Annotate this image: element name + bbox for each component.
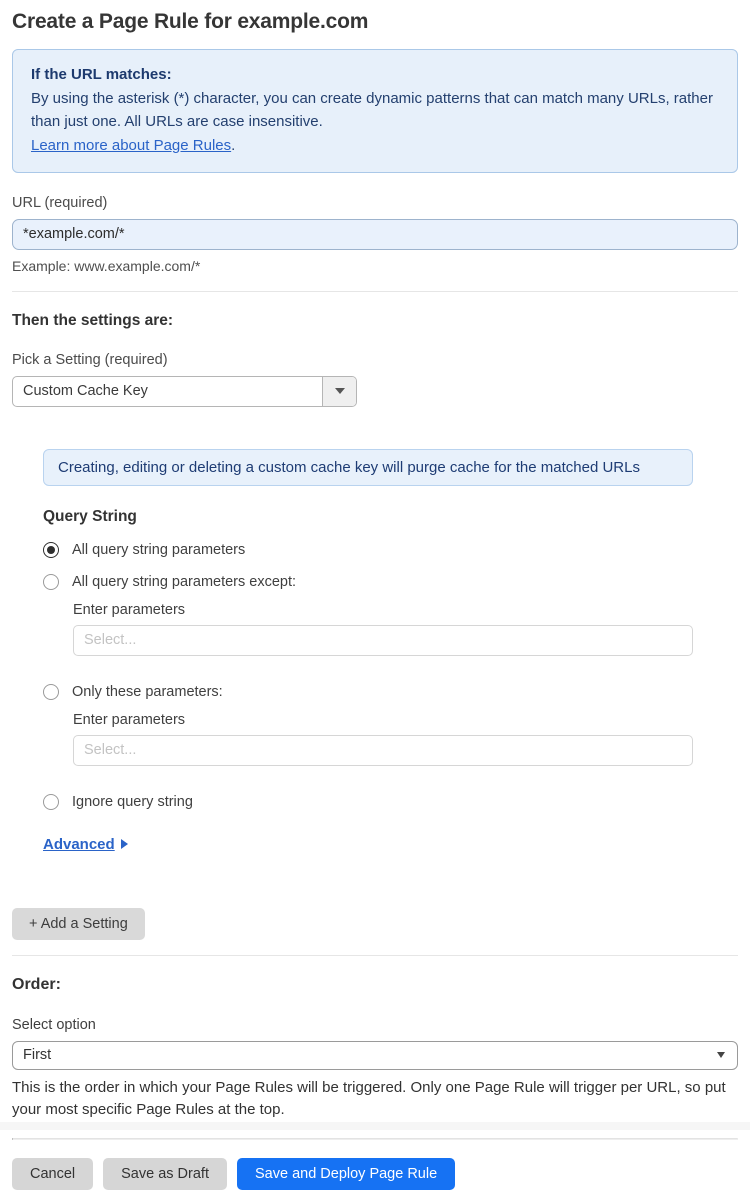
enter-parameters-label: Enter parameters: [73, 711, 186, 728]
arrow-right-icon: [121, 839, 128, 849]
save-and-deploy-button[interactable]: Save and Deploy Page Rule: [237, 1158, 455, 1190]
learn-more-link[interactable]: Learn more about Page Rules: [31, 137, 232, 155]
radio-selected-icon[interactable]: [43, 542, 59, 558]
advanced-link[interactable]: [43, 836, 128, 853]
enter-parameters-label: Enter parameters: [73, 601, 186, 618]
url-field-example: Example: www.example.com/*: [12, 257, 201, 274]
radio-label: All query string parameters except:: [72, 573, 297, 590]
section-divider: [12, 291, 738, 292]
page-title: Create a Page Rule for example.com: [12, 10, 369, 33]
info-box-body: By using the asterisk (*) character, you can create dynamic patterns that can match many URLs, rather than just one. All URLs are case insensitive.: [31, 89, 713, 131]
radio-label: All query string parameters: [72, 541, 246, 558]
order-divider: [12, 955, 738, 956]
only-parameters-group: [73, 712, 738, 766]
url-match-info-box: [12, 49, 738, 173]
setting-select[interactable]: [12, 376, 357, 407]
radio-label: Only these parameters:: [72, 683, 223, 700]
setting-select-value: Custom Cache Key: [23, 383, 148, 400]
save-as-draft-button[interactable]: Save as Draft: [103, 1158, 227, 1190]
radio-unselected-icon[interactable]: [43, 684, 59, 700]
order-select-label: Select option: [12, 1016, 96, 1033]
radio-option-all-except[interactable]: [43, 574, 738, 590]
order-select-value: First: [23, 1047, 52, 1064]
query-string-heading: Query String: [43, 507, 137, 525]
radio-unselected-icon[interactable]: [43, 574, 59, 590]
chevron-down-icon: [335, 388, 345, 394]
only-parameters-input[interactable]: [73, 735, 693, 766]
url-field-label: URL (required): [12, 194, 108, 211]
order-heading: Order:: [12, 975, 61, 993]
cancel-button[interactable]: Cancel: [12, 1158, 93, 1190]
add-setting-button[interactable]: + Add a Setting: [12, 908, 145, 940]
radio-label: Ignore query string: [72, 793, 193, 810]
order-help-text: This is the order in which your Page Rules will be triggered. Only one Page Rule will trigger per URL, so put your most specific Page Rules at the top.: [12, 1078, 726, 1119]
except-parameters-group: [73, 602, 738, 656]
pick-setting-label: Pick a Setting (required): [12, 351, 168, 368]
info-box-heading: If the URL matches:: [31, 66, 172, 83]
link-suffix: .: [231, 137, 236, 155]
page-bottom-edge: [0, 1122, 750, 1130]
cache-key-notice: Creating, editing or deleting a custom cache key will purge cache for the matched URLs: [43, 449, 693, 486]
order-select[interactable]: [12, 1041, 738, 1070]
footer-divider: [12, 1138, 738, 1140]
footer-actions: [12, 1158, 738, 1190]
except-parameters-input[interactable]: [73, 625, 693, 656]
radio-unselected-icon[interactable]: [43, 794, 59, 810]
radio-option-only-these[interactable]: [43, 684, 738, 700]
info-box-link-line: [31, 134, 719, 158]
radio-option-all-params[interactable]: [43, 542, 738, 558]
url-input[interactable]: [12, 219, 738, 250]
settings-heading: Then the settings are:: [12, 311, 174, 329]
chevron-down-icon: [717, 1052, 725, 1058]
advanced-link-label: Advanced: [43, 835, 115, 853]
setting-body: [43, 449, 738, 854]
setting-select-arrow-button[interactable]: [322, 377, 356, 406]
radio-option-ignore-qs[interactable]: [43, 794, 738, 810]
